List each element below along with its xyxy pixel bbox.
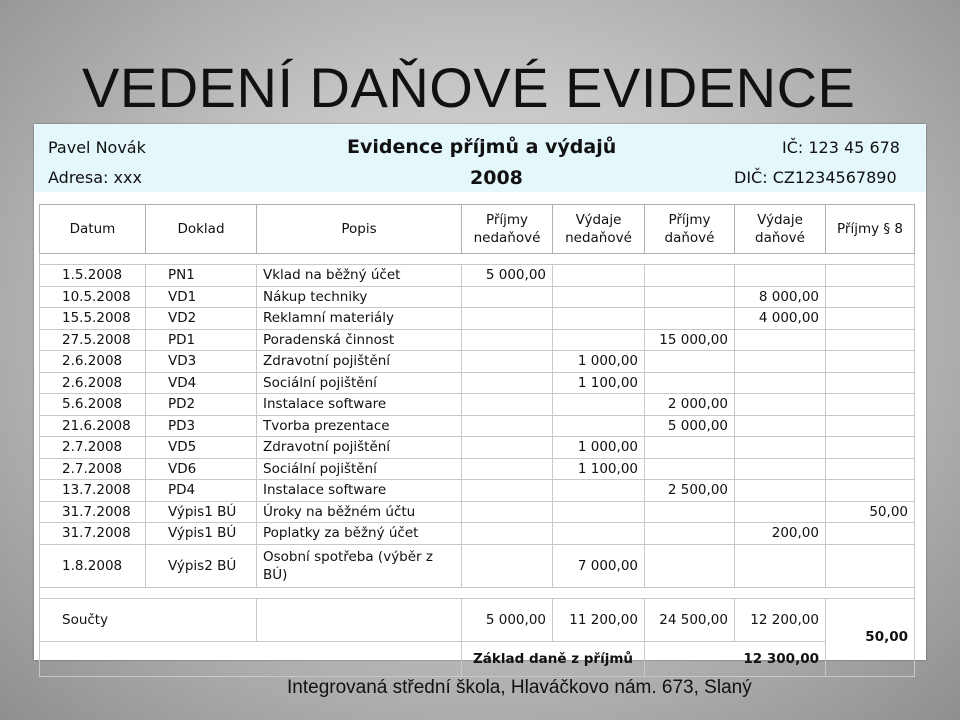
cell-p8 [826,458,915,480]
cell-date: 15.5.2008 [40,308,146,330]
cell-vd [735,394,826,416]
cell-vd [735,501,826,523]
table-row [40,351,915,373]
cell-p8 [826,544,915,587]
cell-desc: Poplatky za běžný účet [257,523,462,545]
cell-pn [462,544,553,587]
cell-vn [553,394,645,416]
cell-vd [735,329,826,351]
sheet-heading: Evidence příjmů a výdajů [347,136,617,158]
cell-vn: 1 100,00 [553,458,645,480]
cell-pd [645,437,735,459]
cell-p8 [826,308,915,330]
cell-pn [462,480,553,502]
col-header-date: Datum [40,205,146,254]
sheet-header [34,124,926,192]
table-row [40,265,915,287]
cell-pd: 15 000,00 [645,329,735,351]
total-p8: 50,00 [826,598,915,676]
total-pn: 5 000,00 [462,598,553,641]
cell-date: 31.7.2008 [40,501,146,523]
cell-pd [645,523,735,545]
cell-pn [462,458,553,480]
cell-date: 2.7.2008 [40,437,146,459]
col-header-income-nontax: Příjmy nedaňové [462,205,553,254]
cell-p8 [826,415,915,437]
cell-date: 10.5.2008 [40,286,146,308]
cell-date: 2.6.2008 [40,372,146,394]
header-row [40,205,915,254]
owner-name: Pavel Novák [48,138,146,157]
cell-date: 31.7.2008 [40,523,146,545]
spacer-row [40,587,915,598]
table-row [40,415,915,437]
cell-vn [553,286,645,308]
cell-vd [735,458,826,480]
cell-doc: PD2 [146,394,257,416]
table-row [40,544,915,587]
cell-desc: Zdravotní pojištění [257,351,462,373]
cell-vn [553,480,645,502]
col-header-income-s8: Příjmy § 8 [826,205,915,254]
col-header-desc: Popis [257,205,462,254]
cell-doc: VD1 [146,286,257,308]
cell-vd: 8 000,00 [735,286,826,308]
cell-vn: 1 100,00 [553,372,645,394]
ledger-body [40,254,915,677]
cell-p8 [826,329,915,351]
cell-vn [553,329,645,351]
cell-p8 [826,286,915,308]
cell-vn [553,501,645,523]
tax-base-value: 12 300,00 [645,641,826,676]
table-row [40,308,915,330]
table-row [40,372,915,394]
tax-base-row [40,641,915,676]
footer-school: Integrovaná střední škola, Hlaváčkovo nám. 673, Slaný [287,677,752,698]
cell-desc: Tvorba prezentace [257,415,462,437]
cell-desc: Sociální pojištění [257,372,462,394]
spacer-row [40,254,915,265]
cell-pd [645,458,735,480]
cell-pd [645,351,735,373]
cell-date: 2.7.2008 [40,458,146,480]
cell-pn [462,523,553,545]
cell-p8 [826,372,915,394]
cell-vn: 1 000,00 [553,437,645,459]
cell-pd [645,265,735,287]
cell-doc: Výpis2 BÚ [146,544,257,587]
table-row [40,437,915,459]
cell-desc: Osobní spotřeba (výběr z BÚ) [257,544,462,587]
table-row [40,329,915,351]
total-vd: 12 200,00 [735,598,826,641]
cell-pn [462,415,553,437]
tax-base-label: Základ daně z příjmů [462,641,645,676]
cell-desc: Instalace software [257,394,462,416]
cell-vn [553,265,645,287]
cell-pd [645,308,735,330]
ledger-table [39,204,915,677]
cell-date: 1.5.2008 [40,265,146,287]
cell-vn: 7 000,00 [553,544,645,587]
cell-vd: 4 000,00 [735,308,826,330]
cell-date: 27.5.2008 [40,329,146,351]
slide-title: VEDENÍ DAŇOVÉ EVIDENCE [82,56,856,119]
cell-pd [645,372,735,394]
cell-desc: Vklad na běžný účet [257,265,462,287]
cell-vn: 1 000,00 [553,351,645,373]
cell-pd: 2 000,00 [645,394,735,416]
cell-doc: PD3 [146,415,257,437]
cell-pn [462,286,553,308]
cell-pn [462,437,553,459]
cell-p8 [826,351,915,373]
cell-doc: VD5 [146,437,257,459]
cell-p8 [826,437,915,459]
cell-p8 [826,480,915,502]
col-header-doc: Doklad [146,205,257,254]
cell-pn [462,308,553,330]
cell-date: 5.6.2008 [40,394,146,416]
cell-desc: Sociální pojištění [257,458,462,480]
totals-label: Součty [40,598,257,641]
cell-vd [735,351,826,373]
cell-p8: 50,00 [826,501,915,523]
table-row [40,501,915,523]
cell-vd [735,544,826,587]
cell-doc: Výpis1 BÚ [146,501,257,523]
cell-doc: PD4 [146,480,257,502]
cell-p8 [826,523,915,545]
total-pd: 24 500,00 [645,598,735,641]
table-row [40,458,915,480]
table-row [40,394,915,416]
cell-vn [553,523,645,545]
cell-desc: Zdravotní pojištění [257,437,462,459]
cell-vd [735,437,826,459]
cell-pd: 5 000,00 [645,415,735,437]
cell-pd [645,501,735,523]
dic-number: DIČ: CZ1234567890 [734,168,897,187]
cell-pn: 5 000,00 [462,265,553,287]
cell-doc: VD4 [146,372,257,394]
cell-vd: 200,00 [735,523,826,545]
cell-p8 [826,265,915,287]
cell-doc: VD3 [146,351,257,373]
cell-pn [462,372,553,394]
cell-vd [735,265,826,287]
address: Adresa: xxx [48,168,142,187]
cell-desc: Úroky na běžném účtu [257,501,462,523]
sheet-year: 2008 [470,167,523,189]
cell-vd [735,415,826,437]
cell-desc: Poradenská činnost [257,329,462,351]
cell-desc: Reklamní materiály [257,308,462,330]
cell-date: 2.6.2008 [40,351,146,373]
cell-pd [645,544,735,587]
cell-date: 13.7.2008 [40,480,146,502]
totals-row [40,598,915,641]
total-vn: 11 200,00 [553,598,645,641]
cell-pd: 2 500,00 [645,480,735,502]
cell-doc: VD6 [146,458,257,480]
col-header-income-tax: Příjmy daňové [645,205,735,254]
cell-desc: Nákup techniky [257,286,462,308]
table-row [40,286,915,308]
cell-desc: Instalace software [257,480,462,502]
cell-date: 1.8.2008 [40,544,146,587]
table-row [40,480,915,502]
col-header-expense-tax: Výdaje daňové [735,205,826,254]
ic-number: IČ: 123 45 678 [782,138,900,157]
cell-vd [735,372,826,394]
col-header-expense-nontax: Výdaje nedaňové [553,205,645,254]
cell-pd [645,286,735,308]
cell-doc: PD1 [146,329,257,351]
cell-doc: PN1 [146,265,257,287]
cell-pn [462,351,553,373]
cell-doc: Výpis1 BÚ [146,523,257,545]
cell-doc: VD2 [146,308,257,330]
cell-vn [553,415,645,437]
cell-pn [462,329,553,351]
spreadsheet [34,124,926,667]
cell-vn [553,308,645,330]
cell-pn [462,501,553,523]
cell-vd [735,480,826,502]
table-row [40,523,915,545]
cell-date: 21.6.2008 [40,415,146,437]
cell-p8 [826,394,915,416]
cell-pn [462,394,553,416]
